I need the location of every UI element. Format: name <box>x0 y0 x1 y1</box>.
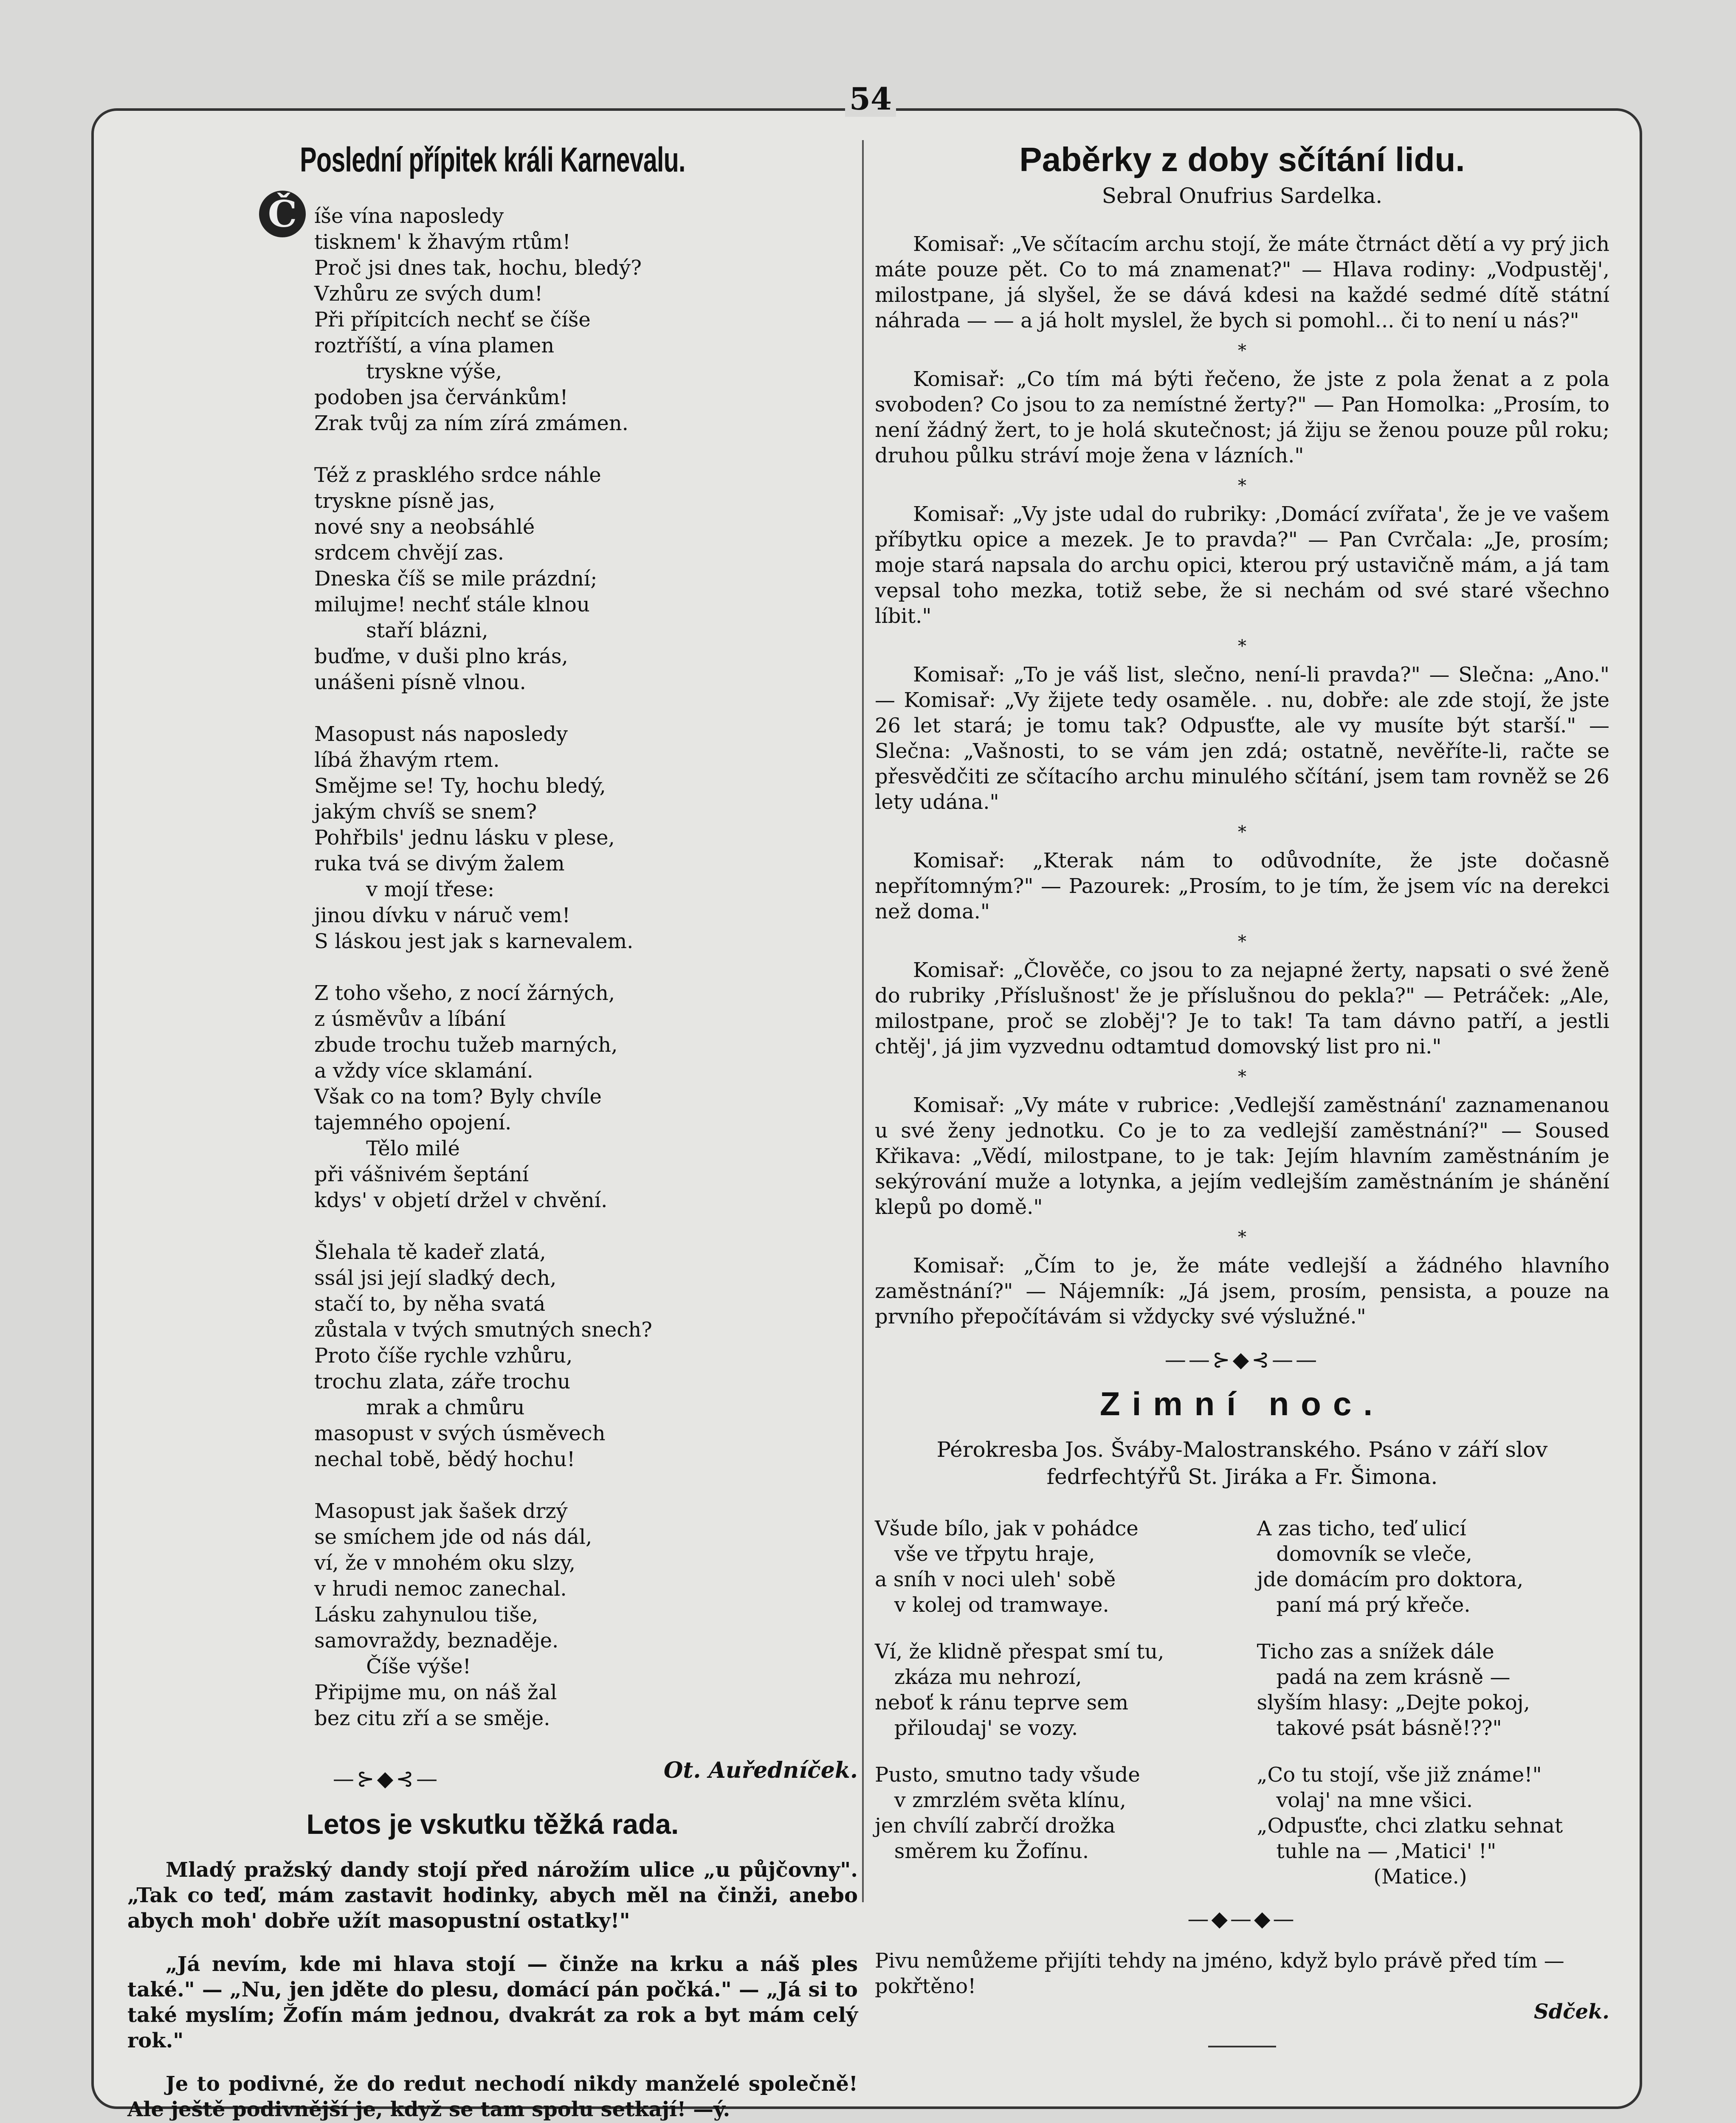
winter-poem-column-right <box>1257 1516 1609 1911</box>
poem-line: Šlehala tě kadeř zlatá, <box>314 1240 546 1264</box>
census-paragraph: Komisař: „Kterak nám to odůvodníte, že jste dočasně nepřítomným?" — Pazourek: „Prosím, to je tím, že jsem víc na derekci než doma." <box>875 849 1609 924</box>
winter-stanza <box>1257 1762 1609 1889</box>
column-divider <box>862 140 864 1902</box>
poem-line: Při přípitcích nechť se číše <box>314 308 591 332</box>
winter-line: Všude bílo, jak v pohádce <box>875 1517 1139 1540</box>
poem-line: tisknem' k žhavým rtům! <box>314 230 571 254</box>
separator-star: * <box>1238 476 1246 496</box>
poem-line: trochu zlata, záře trochu <box>314 1370 571 1394</box>
poem-line: při vášnivém šeptání <box>314 1163 529 1186</box>
poem-stanza <box>314 1239 858 1473</box>
poem-line: roztříští, a vína plamen <box>314 334 555 358</box>
winter-line: (Matice.) <box>1257 1865 1467 1889</box>
credits-line: fedrfechtýřů St. Jiráka a Fr. Šimona. <box>1046 1464 1438 1489</box>
poem-line: zbude trochu tužeb marných, <box>314 1033 618 1057</box>
poem-line: Proto číše rychle vzhůru, <box>314 1344 573 1368</box>
poem-stanza <box>314 462 858 695</box>
end-rule <box>1208 2046 1276 2047</box>
poem-line: Vzhůru ze svých dum! <box>314 282 543 306</box>
poem-line: íše vína naposledy <box>314 204 504 228</box>
ornament-divider: ——⊱◆⊰—— <box>1164 1347 1320 1372</box>
winter-stanza <box>1257 1516 1609 1618</box>
poem-line: stačí to, by něha svatá <box>314 1292 546 1316</box>
poem-author: Ot. Auředníček. <box>664 1757 858 1783</box>
poem-line: buďme, v duši plno krás, <box>314 645 568 668</box>
census-title: Paběrky z doby sčítání lidu. <box>1019 141 1465 178</box>
poem-line: jinou dívku v náruč vem! <box>314 904 570 927</box>
winter-line: neboť k ránu teprve sem <box>875 1691 1129 1715</box>
poem-line: S láskou jest jak s karnevalem. <box>314 929 634 953</box>
winter-line: přiloudaj' se vozy. <box>875 1716 1078 1740</box>
winter-line: a sníh v noci uleh' sobě <box>875 1568 1116 1591</box>
separator-star: * <box>1238 1228 1246 1247</box>
poem-line: masopust v svých úsměvech <box>314 1422 606 1445</box>
winter-stanza <box>1257 1639 1609 1741</box>
poem-line: tryskne písně jas, <box>314 489 496 513</box>
poem-line: podoben jsa červánkům! <box>314 386 568 409</box>
winter-line: Pusto, smutno tady všude <box>875 1763 1140 1787</box>
census-paragraph: Komisař: „Člověče, co jsou to za nejapné žerty, napsati o své ženě do rubriky ‚Příslušnost' že je příslušnou do pekla?" — Petráček: „Ale, milostpane, proč se zloběj'? Je to tak! Ta tam dávno patří, a jestli chtěj', já jim vyzvednu odtamtud domovský list pro ni." <box>875 958 1609 1059</box>
winter-line: „Co tu stojí, vše již známe!" <box>1257 1763 1542 1787</box>
winter-line: zkáza mu nehrozí, <box>875 1665 1082 1689</box>
poem-stanza <box>314 721 858 955</box>
drop-cap: Č <box>259 191 306 237</box>
separator-star: * <box>1238 822 1246 842</box>
winter-stanza <box>875 1516 1227 1618</box>
census-paragraph: Komisař: „Vy máte v rubrice: ‚Vedlejší zaměstnání' zaznamenanou u své ženy jednotku. Co je to za vedlejší zaměstnání?" — Soused Křikava: „Vědí, milostpane, to je tak: Jejím hlavním zaměstnáním je sekýrování muže a lotynka, a jejím vedlejším zaměstnáním je shánění klepů po domě." <box>875 1093 1609 1219</box>
census-paragraph: Komisař: „Čím to je, že máte vedlejší a žádného hlavního zaměstnání?" — Nájemník: „Já jsem, prosím, pensista, a pouze na prvního přepočítávám si vždycky své výslužné." <box>875 1254 1609 1329</box>
closing-signature-row <box>875 1999 1609 2024</box>
winter-line: směrem ku Žofínu. <box>875 1839 1089 1863</box>
poem-line: Však co na tom? Byly chvíle <box>314 1085 602 1109</box>
poem-line: Číše výše! <box>314 1655 471 1678</box>
winter-line: paní má prý křeče. <box>1257 1593 1471 1617</box>
poem-line: Zrak tvůj za ním zírá zmámen. <box>314 411 628 435</box>
winter-poem <box>875 1516 1609 1911</box>
poem-title: Poslední přípitek králi Karnevalu. <box>300 141 685 179</box>
left-column <box>127 127 858 2123</box>
poem-line: Dneska číš se mile prázdní; <box>314 567 597 591</box>
winter-line: volaj' na mne všici. <box>1257 1788 1473 1812</box>
winter-poem-column-left <box>875 1516 1227 1911</box>
winter-line: jde domácím pro doktora, <box>1257 1568 1524 1591</box>
closing-note <box>875 1948 1609 2024</box>
winter-line: vše ve třpytu hraje, <box>875 1542 1095 1566</box>
census-paragraph: Komisař: „Vy jste udal do rubriky: ‚Domácí zvířata', že je ve vašem příbytku opice a mezek. Je to pravda?" — Pan Cvrčala: „Je, prosím; moje stará napsala do archu opici, kterou prý ustavičně mám, a já tam vepsal toho mezka, totiž sebe, že si nechám od své staré všechno líbit." <box>875 502 1609 628</box>
winter-line: v kolej od tramwaye. <box>875 1593 1109 1617</box>
poem-line: bez citu zří a se směje. <box>314 1706 550 1730</box>
poem-line: tajemného opojení. <box>314 1111 512 1135</box>
poem-line: Z toho všeho, z nocí žárných, <box>314 981 615 1005</box>
poem-line: mrak a chmůru <box>314 1396 525 1419</box>
article-paragraph: Mladý pražský dandy stojí před nárožím ulice „u půjčovny". „Tak co teď, mám zastavit hodinky, abych měl na činži, anebo abych moh' dobře užít masopustní ostatky!" <box>127 1858 858 1933</box>
poem-stanzas <box>314 203 858 1732</box>
ornament-divider: —◆—◆— <box>1187 1906 1297 1931</box>
poem-line: jakým chvíš se snem? <box>314 800 537 824</box>
separator-star: * <box>1238 341 1246 360</box>
poem-line: zůstala v tvých smutných snech? <box>314 1318 652 1342</box>
right-column <box>875 127 1609 2047</box>
winter-stanza <box>875 1639 1227 1741</box>
poem-stanza <box>314 1498 858 1732</box>
poem-line: Tělo milé <box>314 1137 460 1160</box>
poem-line: a vždy více sklamání. <box>314 1059 533 1083</box>
separator-star: * <box>1238 932 1246 952</box>
article-body <box>127 1857 858 2122</box>
poem-line: nové sny a neobsáhlé <box>314 515 535 539</box>
separator-star: * <box>1238 1067 1246 1087</box>
census-paragraph: Komisař: „To je váš list, slečno, není-li pravda?" — Slečna: „Ano." — Komisař: „Vy žijete tedy osaměle. . nu, dobře: ale zde stojí, že jste 26 let stará; je tomu tak? Odpusťte, ale vy musíte být starší." — Slečna: „Vašnosti, to se vám jen zdá; ostatně, nevěříte-li, račte se přesvědčiti ze sčítacího archu minulého sčítání, jsem tam rovněž se 26 lety udána." <box>875 663 1609 814</box>
census-body <box>875 231 1609 1329</box>
poem-line: Masopust nás naposledy <box>314 722 568 746</box>
poem-line: milujme! nechť stále klnou <box>314 593 590 617</box>
winter-line: tuhle na — ‚Matici' !" <box>1257 1839 1496 1863</box>
poem-line: ruka tvá se divým žalem <box>314 852 565 876</box>
winter-credits <box>875 1436 1609 1490</box>
winter-line: padá na zem krásně — <box>1257 1665 1511 1689</box>
poem-line: v mojí třese: <box>314 878 495 901</box>
winter-line: „Odpusťte, chci zlatku sehnat <box>1257 1814 1563 1838</box>
poem-line: v hrudi nemoc zanechal. <box>314 1577 567 1601</box>
article-paragraph: Je to podivné, že do redut nechodí nikdy manželé společně! Ale ještě podivnější je, když se tam spolu setkají! —ý. <box>127 2072 858 2121</box>
winter-line: A zas ticho, teď ulicí <box>1257 1517 1466 1540</box>
poem-line: unášeni písně vlnou. <box>314 670 526 694</box>
article-paragraph: „Já nevím, kde mi hlava stojí — činže na krku a náš ples také." — „Nu, jen jděte do plesu, domácí pán počká." — „Já si to také myslím; Žofín mám jednou, dvakrát za rok a byt mám celý rok." <box>127 1952 858 2053</box>
closing-text: Pivu nemůžeme přijíti tehdy na jméno, když bylo právě před tím — pokřtěno! <box>875 1949 1564 1998</box>
poem-stanza <box>314 980 858 1214</box>
poem-line: Připijme mu, on náš žal <box>314 1681 557 1704</box>
winter-line: Ticho zas a snížek dále <box>1257 1640 1494 1664</box>
poem-line: tryskne výše, <box>314 360 502 383</box>
winter-line: takové psát básně!??" <box>1257 1716 1502 1740</box>
page-number: 54 <box>845 81 896 117</box>
winter-stanza <box>875 1762 1227 1864</box>
poem-line: Masopust jak šašek drzý <box>314 1499 568 1523</box>
poem-line: se smíchem jde od nás dál, <box>314 1525 592 1549</box>
poem-line: Proč jsi dnes tak, hochu, bledý? <box>314 256 642 280</box>
ornament-divider: —⊱◆⊰— <box>333 1766 440 1791</box>
poem-line: ví, že v mnohém oku slzy, <box>314 1551 576 1575</box>
poem-stanza <box>314 203 858 436</box>
poem-line: kdys' v objetí držel v chvění. <box>314 1188 608 1212</box>
poem-line: Pohřbils' jednu lásku v plese, <box>314 826 615 850</box>
winter-title: Zimní noc. <box>1100 1385 1384 1422</box>
poem-line: z úsměvův a líbání <box>314 1007 506 1031</box>
closing-signature: Sdček. <box>1534 2000 1609 2024</box>
winter-line: domovník se vleče, <box>1257 1542 1472 1566</box>
poem-line: ssál jsi její sladký dech, <box>314 1266 557 1290</box>
winter-line: Ví, že klidně přespat smí tu, <box>875 1640 1164 1664</box>
poem-line: Lásku zahynulou tiše, <box>314 1603 538 1627</box>
poem-line: samovraždy, beznaděje. <box>314 1629 559 1653</box>
article-title: Letos je vskutku těžká rada. <box>306 1808 679 1840</box>
census-paragraph: Komisař: „Co tím má býti řečeno, že jste z pola ženat a z pola svoboden? Co jsou to za nemístné žerty?" — Pan Homolka: „Prosím, to není žádný žert, to je holá skutečnost; já žiju se ženou pouze půl roku; druhou půlku stráví moje žena v lázních." <box>875 367 1609 467</box>
poem-line: líbá žhavým rtem. <box>314 748 500 772</box>
poem-line: nechal tobě, bědý hochu! <box>314 1447 575 1471</box>
poem-line: srdcem chvějí zas. <box>314 541 504 565</box>
poem-line: staří blázni, <box>314 619 488 642</box>
winter-line: jen chvílí zabrčí drožka <box>875 1814 1116 1838</box>
poem-line: Smějme se! Ty, hochu bledý, <box>314 774 606 798</box>
census-byline: Sebral Onufrius Sardelka. <box>1102 183 1383 208</box>
credits-line: Pérokresba Jos. Šváby-Malostranského. Psáno v září slov <box>936 1437 1548 1462</box>
winter-line: v zmrzlém světa klínu, <box>875 1788 1126 1812</box>
winter-line: slyším hlasy: „Dejte pokoj, <box>1257 1691 1530 1715</box>
poem-line: Též z prasklého srdce náhle <box>314 463 601 487</box>
census-paragraph: Komisař: „Ve sčítacím archu stojí, že máte čtrnáct dětí a vy prý jich máte pouze pět. Co to má znamenat?" — Hlava rodiny: „Vodpustěj', milostpane, já slyšel, že se dává kdesi na každé sedmé dítě státní náhrada — — a já holt myslel, že bych si pomohl... či to není u nás?" <box>875 232 1609 332</box>
separator-star: * <box>1238 636 1246 656</box>
poem <box>127 193 858 1732</box>
